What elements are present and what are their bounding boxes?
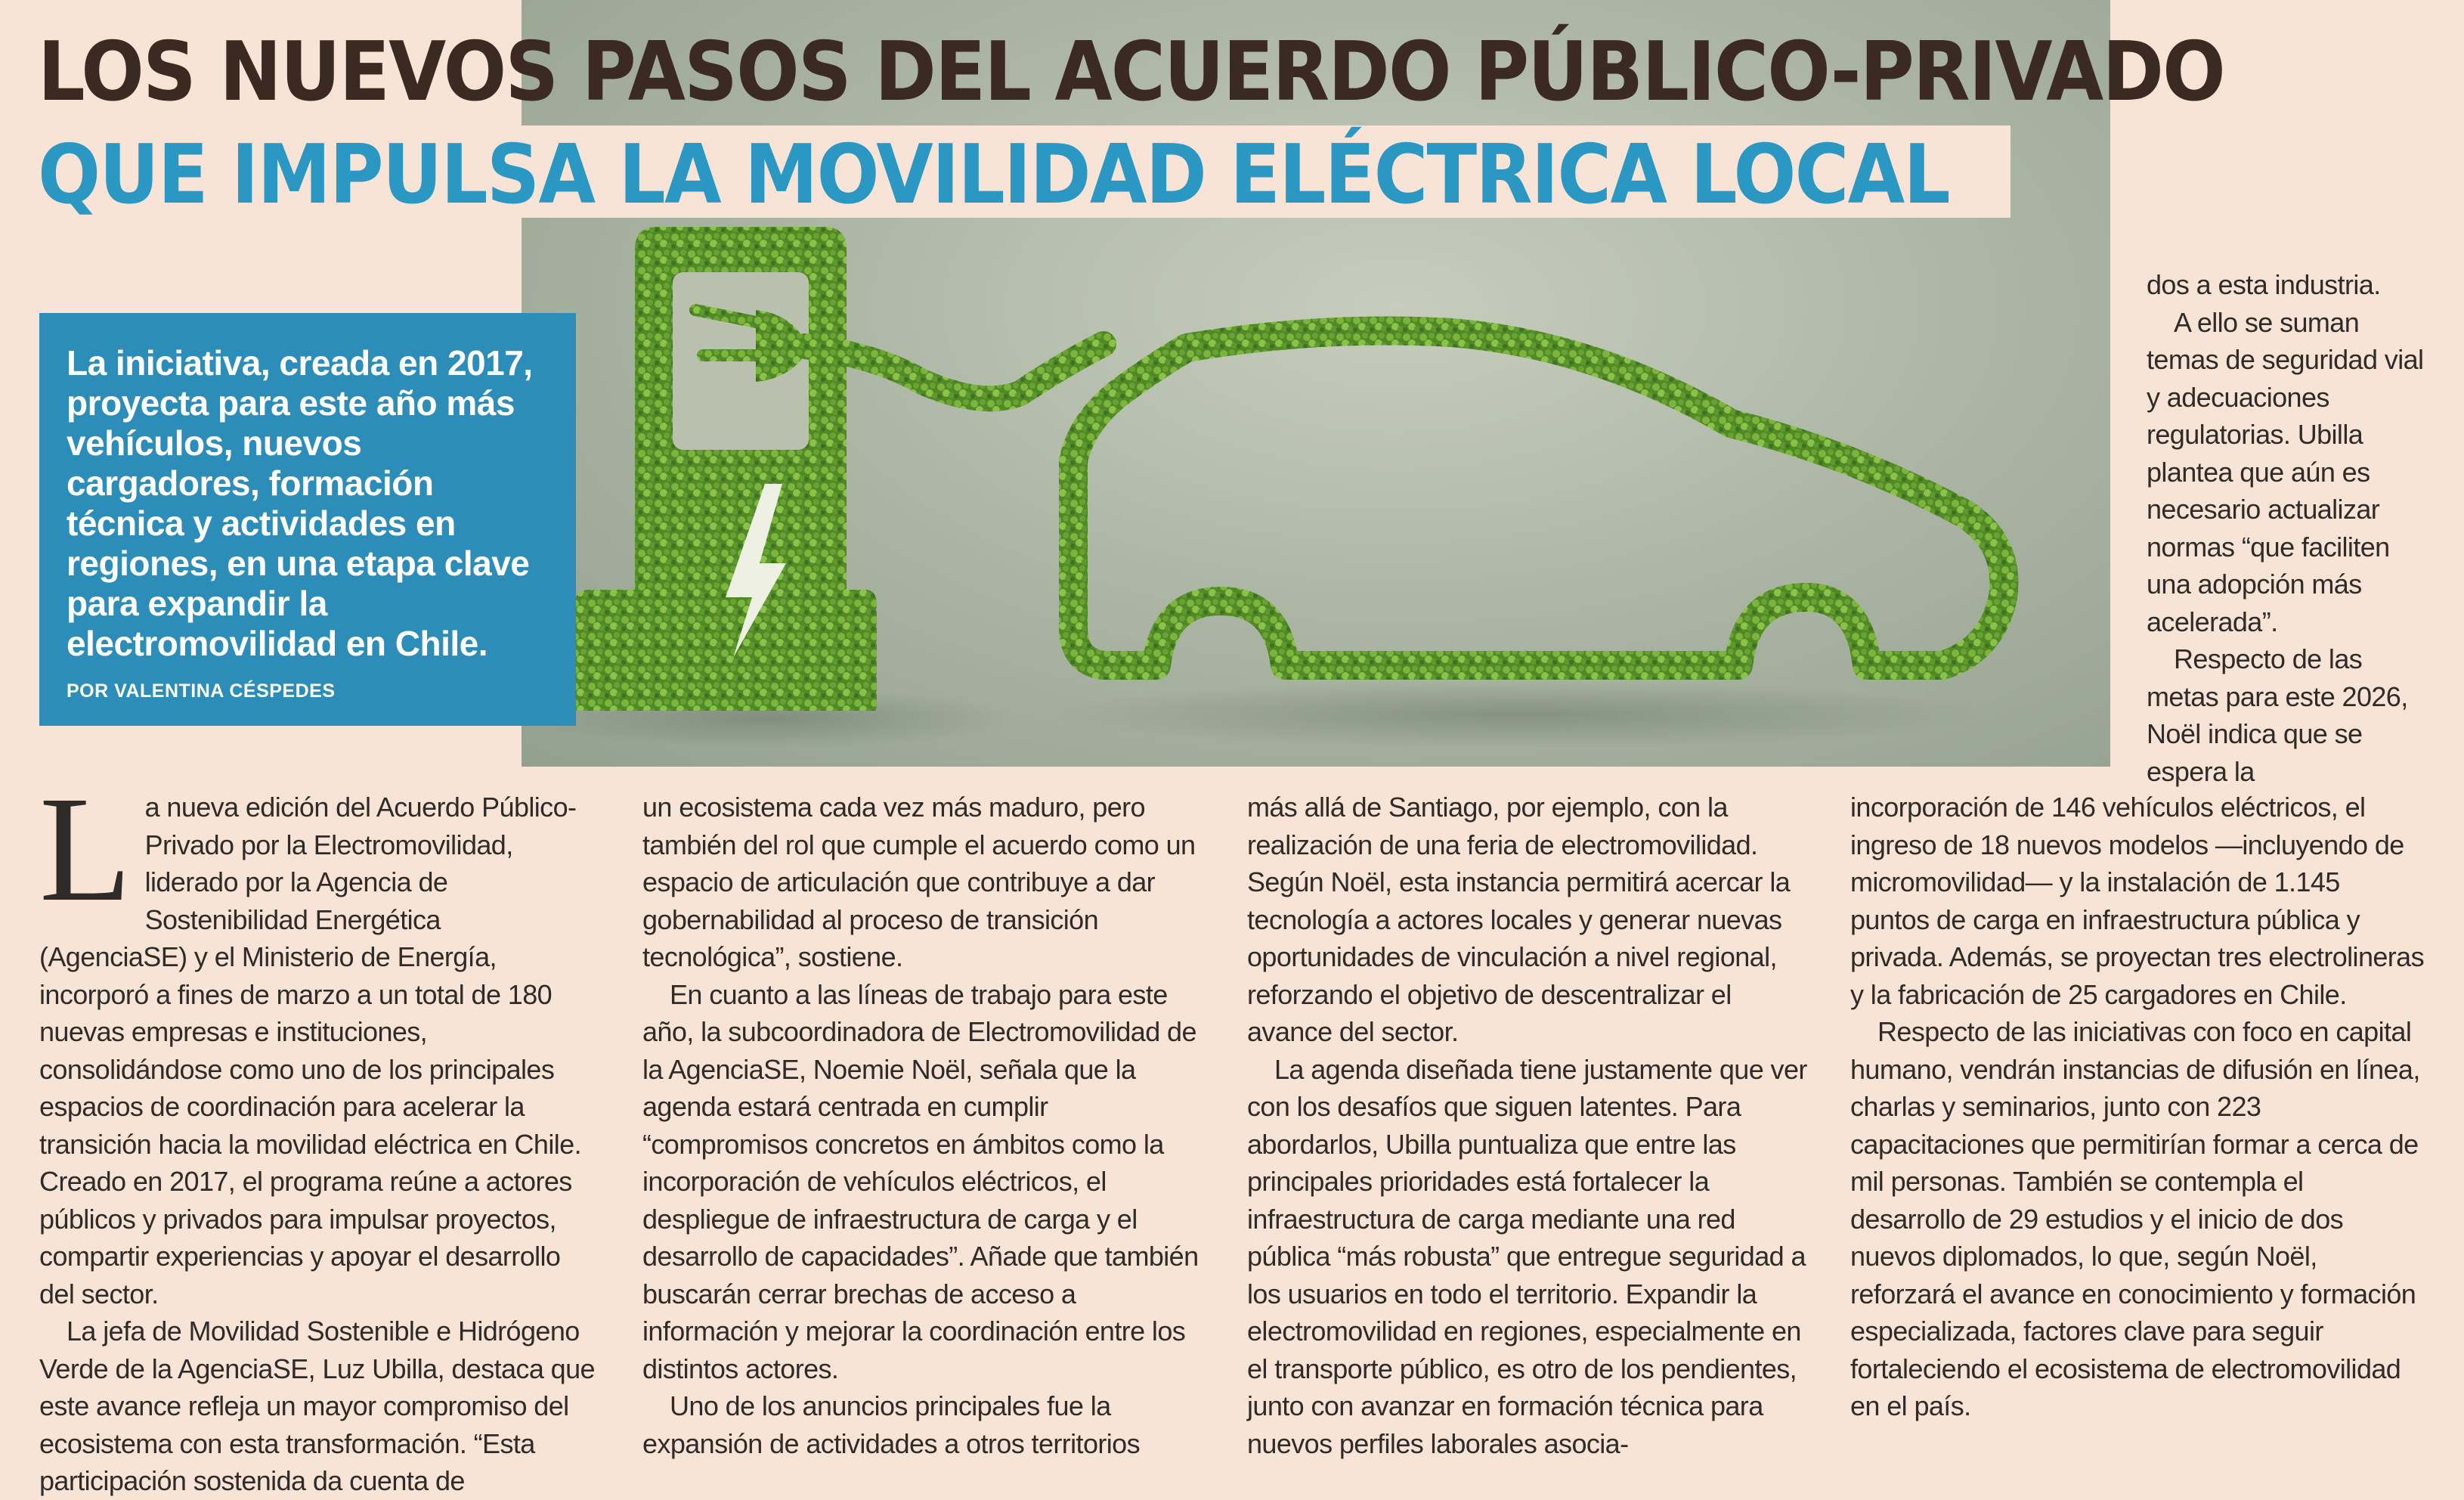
side-paragraph-3: Respecto de las metas para este 2026, Noël indica que se espera la [2147,643,2408,787]
column-1-paragraph-2: La jefa de Movilidad Sostenible e Hidrógeno Verde de la AgenciaSE, Luz Ubilla, destaca que este avance refleja un mayor compromiso del ecosistema con esta transformación. “Esta participación sostenida da cuenta de [39,1316,595,1496]
drop-cap: L [39,766,132,933]
lead-box [39,313,576,726]
charging-station-icon [574,227,877,711]
column-2-paragraph-3: Uno de los anuncios principales fue la expansión de actividades a otros territorios [642,1390,1140,1459]
byline: POR VALENTINA CÉSPEDES [67,680,336,702]
article-column-4 [1850,789,2425,1425]
column-3-paragraph-1: más allá de Santiago, por ejemplo, con la realización de una feria de electromovilidad. Según Noël, esta instancia permitirá acercar la tecnología a actores locales y generar nuevas oportunidades de vinculación a nivel regional, reforzando el objetivo de descentralizar el avance del sector. [1247,792,1791,1047]
column-2-paragraph-2: En cuanto a las líneas de trabajo para este año, la subcoordinadora de Electromovilidad de la AgenciaSE, Noemie Noël, señala que la agenda estará centrada en cumplir “compromisos concretos en ámbitos como la incorporación de vehículos eléctricos, el despliegue de infraestructura de carga y el desarrollo de capacidades”. Añade que también buscarán cerrar brechas de acceso a información y mejorar la coordinación entre los distintos actores. [642,978,1199,1384]
column-4-paragraph-2: Respecto de las iniciativas con foco en capital humano, vendrán instancias de difusión en línea, charlas y seminarios, junto con 223 capacitaciones que permitirían formar a cerca de mil personas. También se contempla el desarrollo de 29 estudios y el inicio de dos nuevos diplomados, lo que, según Noël, reforzará el avance en conocimiento y formación especializada, factores clave para seguir fortaleciendo el ecosistema de electromovilidad en el país. [1850,1016,2420,1421]
column-4-paragraph-1: incorporación de 146 vehículos eléctricos, el ingreso de 18 nuevos modelos —incluyendo de micromovilidad— y la instalación de 1.145 puntos de carga en infraestructura pública y privada. Además, se proyectan tres electrolineras y la fabricación de 25 cargadores en Chile. [1850,792,2424,1010]
car-outline-icon [1073,331,2004,666]
column-2-paragraph-1: un ecosistema cada vez más maduro, pero también del rol que cumple el acuerdo como un espacio de articulación que contribuye a dar gobernabilidad al proceso de transición tecnológica”, sostiene. [642,792,1196,972]
headline-line-1: LOS NUEVOS PASOS DEL ACUERDO PÚBLICO-PRIVADO [38,25,2224,119]
article-column-2 [642,789,1206,1462]
column-1-paragraph-1 [39,766,595,1312]
column-3-paragraph-2: La agenda diseñada tiene justamente que ver con los desafíos que siguen latentes. Para abordarlos, Ubilla puntualiza que entre las principales prioridades está fortalecer la infraestructura de carga mediante una red pública “más robusta” que entregue seguridad a los usuarios en todo el territorio. Expandir la electromovilidad en regiones, especialmente en el transporte público, es otro de los pendientes, junto con avanzar en formación técnica para nuevos perfiles laborales asocia- [1247,1053,1807,1459]
column-1-paragraph-1-text: a nueva edición del Acuerdo Público-Privado por la Electromovilidad, liderado por la Agencia de Sostenibilidad Energética (AgenciaSE) y el Ministerio de Energía, incorporó a fines de marzo a un total de 180 nuevas empresas e instituciones, consolidándose como uno de los principales espacios de coordinación para acelerar la transición hacia la movilidad eléctrica en Chile. Creado en 2017, el programa reúne a actores públicos y privados para impulsar proyectos, compartir experiencias y apoyar el desarrollo del sector. [39,792,581,1309]
article-column-1 [39,766,595,1500]
article-column-3 [1247,789,1822,1462]
lead-text: La iniciativa, creada en 2017, proyecta para este año más vehículos, nuevos cargadores, formación técnica y actividades en regiones, en una etapa clave para expandir la electromovilidad en Chile. [67,343,533,663]
headline-line-2: QUE IMPULSA LA MOVILIDAD ELÉCTRICA LOCAL [38,128,1949,222]
side-column [2147,266,2428,790]
side-paragraph-1: dos a esta industria. [2147,269,2381,300]
side-paragraph-2: A ello se suman temas de seguridad vial y adecuaciones regulatorias. Ubilla plantea que aún es necesario actualizar normas “que faciliten una adopción más acelerada”. [2147,306,2424,637]
